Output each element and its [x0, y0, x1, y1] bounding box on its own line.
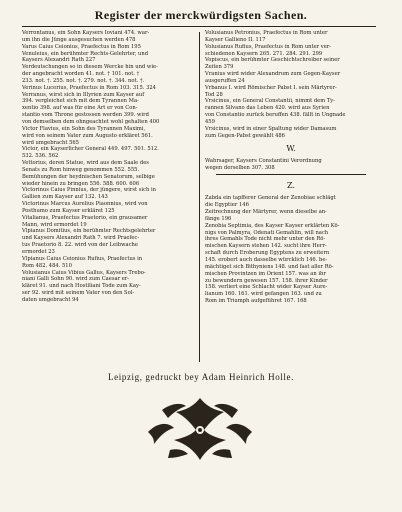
printer-imprint: Leipzig, gedruckt bey Adam Heinrich Holle.: [108, 372, 294, 382]
left-column: [22, 30, 194, 304]
index-line: Venuleius, ein berühmter Rechts-Gelehrter, und: [22, 50, 149, 57]
index-line: tus Praetorio 8. 22. wird von der Leibwache: [22, 242, 138, 249]
index-line: Bemühungen der heydnischen Senatorum, selbige: [22, 173, 155, 180]
index-line: mischen Provintzen im Orient 157. was an ihr: [205, 270, 326, 277]
index-line: Rom im Triumph aufgeführet 167. 168: [205, 298, 307, 305]
index-line: Victor Flavius, ein Sohn des Tyrannen Maximi,: [22, 125, 146, 132]
index-line: Vettorius, deren Statue, wird aus dem Saale des: [22, 160, 149, 167]
index-line: Volusianus Caius Vibius Gallus, Kaysers Trebo-: [22, 269, 146, 276]
index-line: ermordet 23: [22, 249, 55, 255]
right-column: [205, 30, 377, 305]
index-line: fänge 196: [205, 215, 232, 222]
index-line: Kayser Gallieno II. 117: [205, 36, 266, 43]
index-line: Victor, ein Kayserlicher General 449. 497. 501. 512.: [22, 146, 159, 153]
index-line: Vranius wird wider Alexandrum zum Gegen-Kayser: [205, 71, 341, 78]
index-line: Mann, wird ermordet 19: [22, 221, 87, 228]
index-line: Zeiten 379: [205, 64, 234, 71]
index-line: Vlpianus Domitius, ein berühmter Rechtsgelehrter: [22, 228, 156, 235]
index-line: 394. vergleichet sich mit dem Tyrannen Ma-: [22, 98, 139, 105]
index-line: Posthumo zum Kayser erkläret 125: [22, 207, 115, 214]
index-line: und Kaysers Alexandri Rath 7. wird Praefec-: [22, 235, 140, 242]
index-line: von Constantio zurück beruffen 438. fällt in Ungnade: [205, 112, 346, 119]
index-line: 532. 536. 562: [22, 153, 59, 160]
z-entries: [205, 195, 377, 304]
index-line: ihres Gemahls Tode nicht mehr unter den Rö-: [205, 236, 326, 243]
index-line: daten umgebracht 94: [22, 296, 79, 303]
index-line: Verinus Lucerius, Praefectus in Rom 103. 315. 324: [22, 84, 156, 91]
page-heading: Register der merckwürdigsten Sachen.: [94, 8, 308, 22]
index-line: Verdeutschungen so in diesem Wercke hin und wie-: [22, 64, 158, 71]
index-line: nigs von Palmyra, Odenati Gemahlin, will nach: [205, 229, 329, 236]
index-line: Vlpianus Caius Ceionius Rufius, Praefectus in: [22, 255, 143, 262]
index-line: schiedenen Kaysern 265. 271. 284. 291. 299: [205, 50, 323, 57]
index-line: niani Galli Sohn 90. wird zum Caesar er-: [22, 276, 130, 283]
index-line: Tod 28: [205, 91, 223, 98]
right-entries: [205, 30, 377, 139]
index-line: Vitalianus, Praefectus Praetorio, ein grausamer: [22, 214, 148, 221]
index-line: mächtiget sich Bithyniens 148. und fast aller Rö-: [205, 263, 334, 270]
section-rule: [216, 174, 366, 175]
index-line: zum Gegen-Pabst gewählt 486: [205, 132, 285, 139]
w-entries: [205, 158, 377, 171]
index-line: Gallien zum Kayser auf 132. 143: [22, 194, 108, 201]
index-line: 459: [205, 118, 215, 125]
index-line: wieder hinein zu bringen 556. 588. 600. 606: [22, 180, 140, 187]
index-line: xentio 398. auf was für eine Art er von Con-: [22, 105, 138, 112]
index-line: um ihn die Jünge ausgesuchen werden 478: [22, 36, 136, 43]
column-divider: [199, 32, 200, 362]
index-line: von demselben dem ohngeachtet wohl gehalten 400: [22, 118, 160, 125]
printers-ornament: [140, 392, 260, 466]
index-line: Verranus, wirst sich in Illyrien zum Kayser auf: [22, 91, 145, 98]
index-line: Senats zu Rom hinweg genommen 552. 555.: [22, 166, 140, 173]
index-line: Volusianus Rufius, Praefectus in Rom unter ver-: [205, 43, 332, 50]
index-line: kläret 91. und nach Hostiliani Tode zum Kay-: [22, 283, 141, 290]
index-line: Vopiscus, ein berühmter Geschichtschreiber seiner: [205, 57, 340, 64]
index-line: 145. erobert auch dasselbe würcklich 146. be-: [205, 257, 328, 263]
heading-rule: [22, 26, 376, 27]
index-line: ausgeruffen 24: [205, 77, 245, 84]
index-line: wird umgebracht 565: [22, 139, 79, 146]
index-line: Zabda ein tapfferer General der Zenobiae schlägt: [205, 195, 336, 202]
index-line: mischen Kaysern stehen 142. sucht ihre Herr-: [205, 243, 327, 250]
index-line: 158. verliert eine Schlacht wider Kayser Aure-: [205, 284, 328, 291]
index-line: schaft durch Eroberung Egyptens zu erweitern: [205, 250, 330, 257]
index-line: Rom 482. 484. 510: [22, 262, 72, 269]
index-line: Victorinus Caius Pinnius, der jüngere, wirst sich in: [22, 187, 156, 194]
index-line: Volusianus Petronius, Praefectus in Rom unter: [205, 30, 328, 36]
index-line: ser 92. wird mit seinem Vater von den Sol-: [22, 290, 135, 297]
index-line: die Egyptier 146: [205, 202, 249, 209]
section-z-heading: Z.: [287, 181, 295, 191]
index-line: Kaysers Alexandri Rath 227: [22, 57, 96, 64]
index-line: wird von seinem Vater zum Augusto erkläret 561.: [22, 132, 153, 139]
index-line: Zeitrechnung der Märtyrer, wenn dieselbe an-: [205, 209, 327, 216]
index-line: Varus Caius Ceionius, Praefectus in Rom 195: [22, 43, 141, 50]
index-line: stantio vom Throne gestossen werden 399. wird: [22, 112, 149, 119]
index-line: Vrsicinus, ein General Constantii, nimmt dem Ty-: [205, 98, 335, 105]
index-line: wegen derselben 307. 308: [205, 164, 275, 171]
index-line: Vrbanus I. wird Römischer Pabst I. sein Märtyrer-: [205, 84, 337, 91]
index-line: rannen Silvano das Leben 420. wird aus Syrien: [205, 105, 330, 112]
index-line: Vrsicinus, wird in einer Spaltung wider Damasum: [205, 125, 337, 132]
index-line: zu bewundern gewesen 157. 158. ihrer Kinder: [205, 277, 328, 284]
index-line: der angebracht worden 41. not. † 101. not. †: [22, 71, 140, 78]
index-line: 233. not. †. 255. not. †. 279. not. †. 344. not. †.: [22, 77, 145, 84]
section-w-heading: W.: [286, 144, 296, 154]
index-line: Victorinus Marcus Aurelius Piaonnius, wird von: [22, 201, 148, 208]
index-line: Wahrsager, Kaysers Constantini Verordnung: [205, 158, 322, 165]
index-line: Zenobia Septimia, des Kayser Kayser erklärten Kö-: [205, 222, 340, 229]
index-line: lianum 160. 161. wird gefangen 163. und zu: [205, 291, 322, 298]
index-line: Verrontanus, ein Sohn Kaysers Ioviani 474. war-: [22, 30, 150, 36]
